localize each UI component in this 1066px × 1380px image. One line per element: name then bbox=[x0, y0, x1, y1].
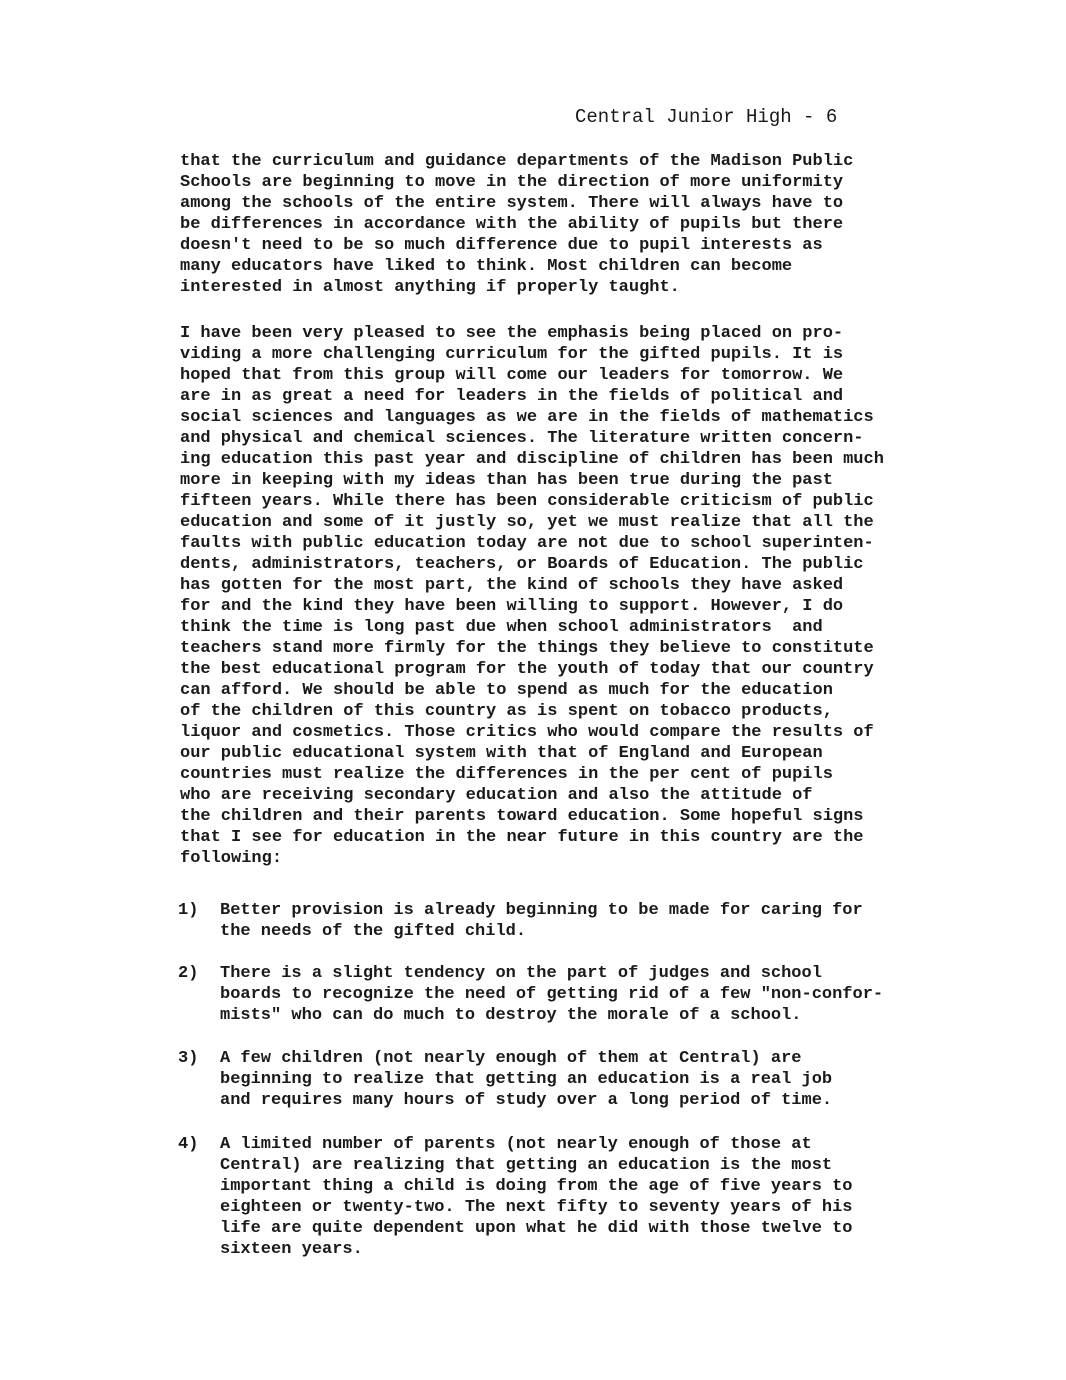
text-line: important thing a child is doing from the age of five years to bbox=[220, 1177, 853, 1196]
text-line: mists" who can do much to destroy the morale of a school. bbox=[220, 1006, 802, 1025]
text-line: social sciences and languages as we are in the fields of mathematics bbox=[180, 408, 874, 427]
text-line: beginning to realize that getting an education is a real job bbox=[220, 1070, 833, 1089]
list-item-body bbox=[220, 1134, 853, 1260]
text-line: faults with public education today are not due to school superinten- bbox=[180, 534, 874, 553]
text-line: many educators have liked to think. Most children can become bbox=[180, 257, 793, 276]
text-line: that the curriculum and guidance departments of the Madison Public bbox=[180, 152, 854, 171]
text-line: more in keeping with my ideas than has been true during the past bbox=[180, 471, 833, 490]
text-line: our public educational system with that of England and European bbox=[180, 744, 823, 763]
list-item-number: 3) bbox=[178, 1049, 199, 1068]
text-line: Better provision is already beginning to be made for caring for bbox=[220, 901, 863, 920]
text-line: the best educational program for the youth of today that our country bbox=[180, 660, 874, 679]
text-line: I have been very pleased to see the emphasis being placed on pro- bbox=[180, 324, 844, 343]
text-line: among the schools of the entire system. There will always have to bbox=[180, 194, 844, 213]
text-line: life are quite dependent upon what he did with those twelve to bbox=[220, 1219, 853, 1238]
text-line: There is a slight tendency on the part of judges and school bbox=[220, 964, 822, 983]
list-item-number: 2) bbox=[178, 964, 199, 983]
text-line: and physical and chemical sciences. The literature written concern- bbox=[180, 429, 864, 448]
text-line: ing education this past year and discipline of children has been much bbox=[180, 450, 884, 469]
list-item-number: 4) bbox=[178, 1135, 199, 1154]
text-line: boards to recognize the need of getting rid of a few "non-confor- bbox=[220, 985, 884, 1004]
text-line: the needs of the gifted child. bbox=[220, 922, 527, 941]
list-item-body bbox=[220, 963, 883, 1026]
text-line: teachers stand more firmly for the things they believe to constitute bbox=[180, 639, 874, 658]
list-item-body bbox=[220, 900, 863, 942]
text-line: think the time is long past due when school administrators and bbox=[180, 618, 823, 637]
text-line: viding a more challenging curriculum for the gifted pupils. It is bbox=[180, 345, 844, 364]
text-line: are in as great a need for leaders in the fields of political and bbox=[180, 387, 844, 406]
text-line: following: bbox=[180, 849, 283, 868]
text-line: Central) are realizing that getting an education is the most bbox=[220, 1156, 833, 1175]
text-line: and requires many hours of study over a long period of time. bbox=[220, 1091, 833, 1110]
text-line: countries must realize the differences in the per cent of pupils bbox=[180, 765, 833, 784]
text-line: Schools are beginning to move in the direction of more uniformity bbox=[180, 173, 844, 192]
text-line: eighteen or twenty-two. The next fifty to seventy years of his bbox=[220, 1198, 853, 1217]
list-item-body bbox=[220, 1048, 832, 1111]
text-line: education and some of it justly so, yet we must realize that all the bbox=[180, 513, 874, 532]
text-line: for and the kind they have been willing to support. However, I do bbox=[180, 597, 844, 616]
text-line: doesn't need to be so much difference due to pupil interests as bbox=[180, 236, 823, 255]
text-line: A limited number of parents (not nearly enough of those at bbox=[220, 1135, 812, 1154]
paragraph-2 bbox=[180, 323, 884, 869]
text-line: A few children (not nearly enough of them at Central) are bbox=[220, 1049, 802, 1068]
text-line: be differences in accordance with the ability of pupils but there bbox=[180, 215, 844, 234]
paragraph-1 bbox=[180, 151, 853, 298]
text-line: of the children of this country as is spent on tobacco products, bbox=[180, 702, 833, 721]
text-line: fifteen years. While there has been considerable criticism of public bbox=[180, 492, 874, 511]
page-header: Central Junior High - 6 bbox=[575, 106, 838, 128]
text-line: interested in almost anything if properly taught. bbox=[180, 278, 680, 297]
text-line: the children and their parents toward education. Some hopeful signs bbox=[180, 807, 864, 826]
text-line: sixteen years. bbox=[220, 1240, 363, 1259]
text-line: that I see for education in the near future in this country are the bbox=[180, 828, 864, 847]
list-item-number: 1) bbox=[178, 901, 199, 920]
text-line: can afford. We should be able to spend as much for the education bbox=[180, 681, 833, 700]
text-line: who are receiving secondary education and also the attitude of bbox=[180, 786, 813, 805]
text-line: liquor and cosmetics. Those critics who would compare the results of bbox=[180, 723, 874, 742]
text-line: dents, administrators, teachers, or Boards of Education. The public bbox=[180, 555, 864, 574]
text-line: hoped that from this group will come our leaders for tomorrow. We bbox=[180, 366, 844, 385]
text-line: has gotten for the most part, the kind of schools they have asked bbox=[180, 576, 844, 595]
